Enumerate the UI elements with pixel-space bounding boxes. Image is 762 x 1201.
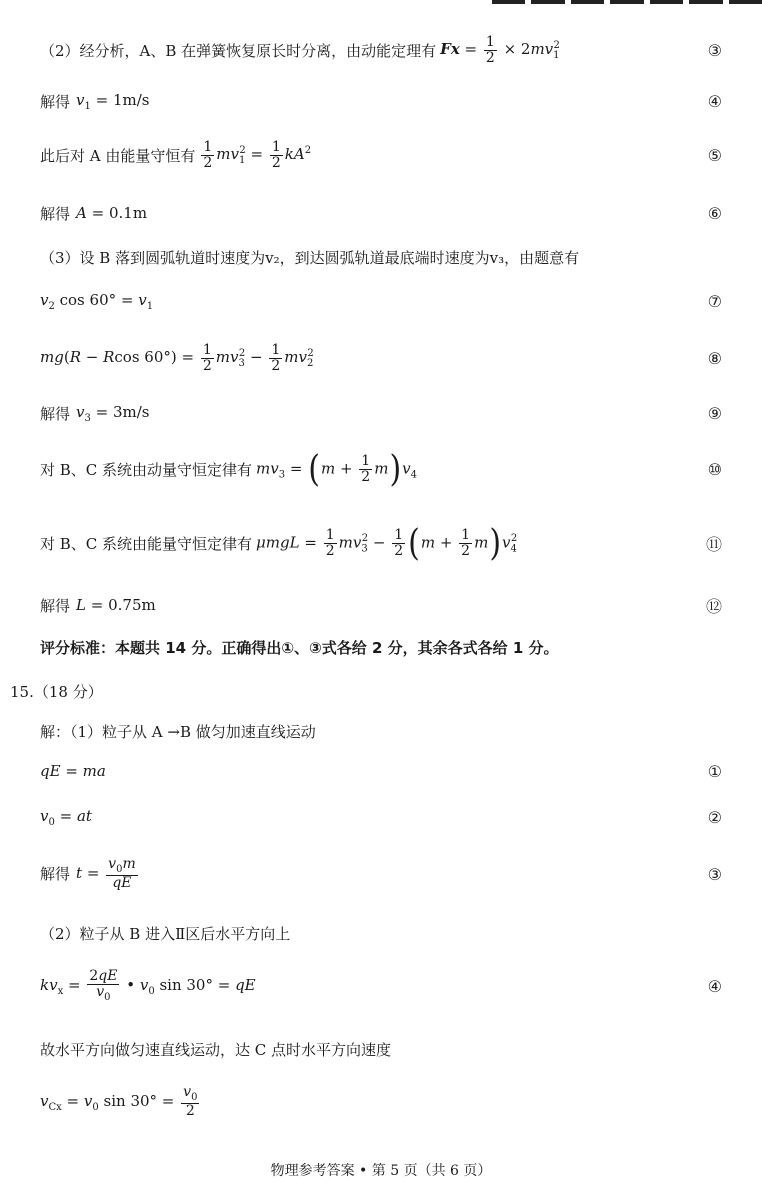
- line-text: 解得: [40, 404, 71, 423]
- q15-part1-intro: [40, 716, 722, 746]
- line-energy-conservation-a: [40, 133, 722, 177]
- line-energy-bc: [40, 520, 722, 566]
- equation-energy-arc: mg(R − Rcos 60°) = $\frac{1}{2}$ $mv_3^2$ − $\frac{1}{2}$ $mv_2^2$: [40, 341, 314, 374]
- line-t-result: [40, 850, 722, 898]
- line-v1-result: [40, 86, 722, 116]
- line-text: 解得: [40, 596, 71, 615]
- line-v3-result: [40, 398, 722, 428]
- page-footer: 物理参考答案 • 第 5 页（共 6 页）: [270, 1163, 492, 1179]
- equation-energy-bc: μmgL = $\frac{1}{2}$ $mv_3^2$ − $\frac{1}{2}$ (m + $\frac{1}{2}$ $m)v_4^2$: [256, 522, 518, 564]
- line-v0-at: [40, 802, 722, 832]
- line-l-result: [40, 590, 722, 620]
- equation-fx: Fx = $\frac{1}{2}$ × $2mv_1^2$: [440, 33, 560, 66]
- equation-number: ⑦: [707, 291, 722, 311]
- equation-number: ⑤: [707, 145, 722, 165]
- equation-number: ⑨: [707, 403, 722, 423]
- equation-number: ③: [707, 864, 722, 884]
- line-text: 解得: [40, 92, 71, 111]
- equation-number: ⑧: [707, 348, 722, 368]
- equation-number: ④: [707, 976, 722, 996]
- equation-horizontal-force: $kv_x$ = $\frac{2qE}{v_0}$ • $v_0$ sin 30° = qE: [40, 968, 256, 1003]
- equation-number: ⑫: [705, 596, 722, 616]
- equation-vcx: $v_{Cx} = v_0$ sin 30° = $\frac{v_0}{2}$: [40, 1084, 198, 1120]
- line-part3-intro: [40, 242, 722, 272]
- question-15-header: [10, 676, 722, 706]
- equation-l: L = 0.75m: [76, 596, 156, 614]
- line-a-result: [40, 198, 722, 228]
- equation-v0-at: $v_0$ = at: [40, 806, 92, 828]
- line-text: （2）粒子从 B 进入Ⅱ区后水平方向上: [40, 924, 291, 943]
- equation-energy-a: $\frac{1}{2}$ $mv_1^2$ = $\frac{1}{2}$ $kA^2$: [203, 138, 312, 171]
- line-uniform-motion: [40, 1034, 722, 1064]
- equation-number: ③: [707, 40, 722, 60]
- line-text: 解得: [40, 865, 71, 884]
- equation-qe-ma: qE = ma: [40, 762, 106, 780]
- equation-v1: $v_1 = 1m/s$: [76, 90, 150, 112]
- equation-a: A = 0.1m: [76, 204, 148, 222]
- equation-number: ④: [707, 91, 722, 111]
- line-cos60: [40, 286, 722, 316]
- scoring-criteria: [40, 632, 722, 662]
- question-number: 15.（18 分）: [10, 682, 103, 701]
- line-text: 故水平方向做匀速直线运动，达 C 点时水平方向速度: [40, 1040, 392, 1059]
- equation-cos60: $v_2$ $\cos 60^\circ = v_1$: [40, 290, 154, 312]
- equation-number: ②: [707, 807, 722, 827]
- header-bar-decoration: [492, 0, 762, 5]
- line-text: （2）经分析，A、B 在弹簧恢复原长时分离，由动能定理有: [40, 41, 437, 60]
- line-qe-ma: [40, 756, 722, 786]
- equation-t: t = $\frac{v_0m}{qE}$: [76, 856, 136, 892]
- line-text: 对 B、C 系统由动量守恒定律有: [40, 460, 253, 479]
- line-energy-arc: [40, 336, 722, 380]
- scoring-text: 评分标准：本题共 14 分。正确得出①、③式各给 2 分，其余各式各给 1 分。: [40, 638, 559, 657]
- line-text: 解：（1）粒子从 A →B 做匀加速直线运动: [40, 722, 316, 741]
- equation-number: ①: [707, 761, 722, 781]
- line-text: （3）设 B 落到圆弧轨道时速度为v₂，到达圆弧轨道最底端时速度为v₃，由题意有: [40, 248, 580, 267]
- line-text: 对 B、C 系统由能量守恒定律有: [40, 534, 253, 553]
- equation-momentum: $mv_3 = (m$ + $\frac{1}{2}$ $m)v_4$: [256, 448, 418, 490]
- line-vcx: [40, 1078, 722, 1126]
- q15-part2-intro: [40, 918, 722, 948]
- equation-number: ⑪: [705, 534, 722, 554]
- equation-number: ⑥: [707, 203, 722, 223]
- line-momentum: [40, 446, 722, 492]
- line-kinetic-energy-theorem: [40, 30, 722, 70]
- equation-v3: $v_3 = 3m/s$: [76, 402, 150, 424]
- equation-number: ⑩: [707, 459, 722, 479]
- line-horizontal-force: [40, 962, 722, 1010]
- line-text: 解得: [40, 204, 71, 223]
- line-text: 此后对 A 由能量守恒有: [40, 146, 196, 165]
